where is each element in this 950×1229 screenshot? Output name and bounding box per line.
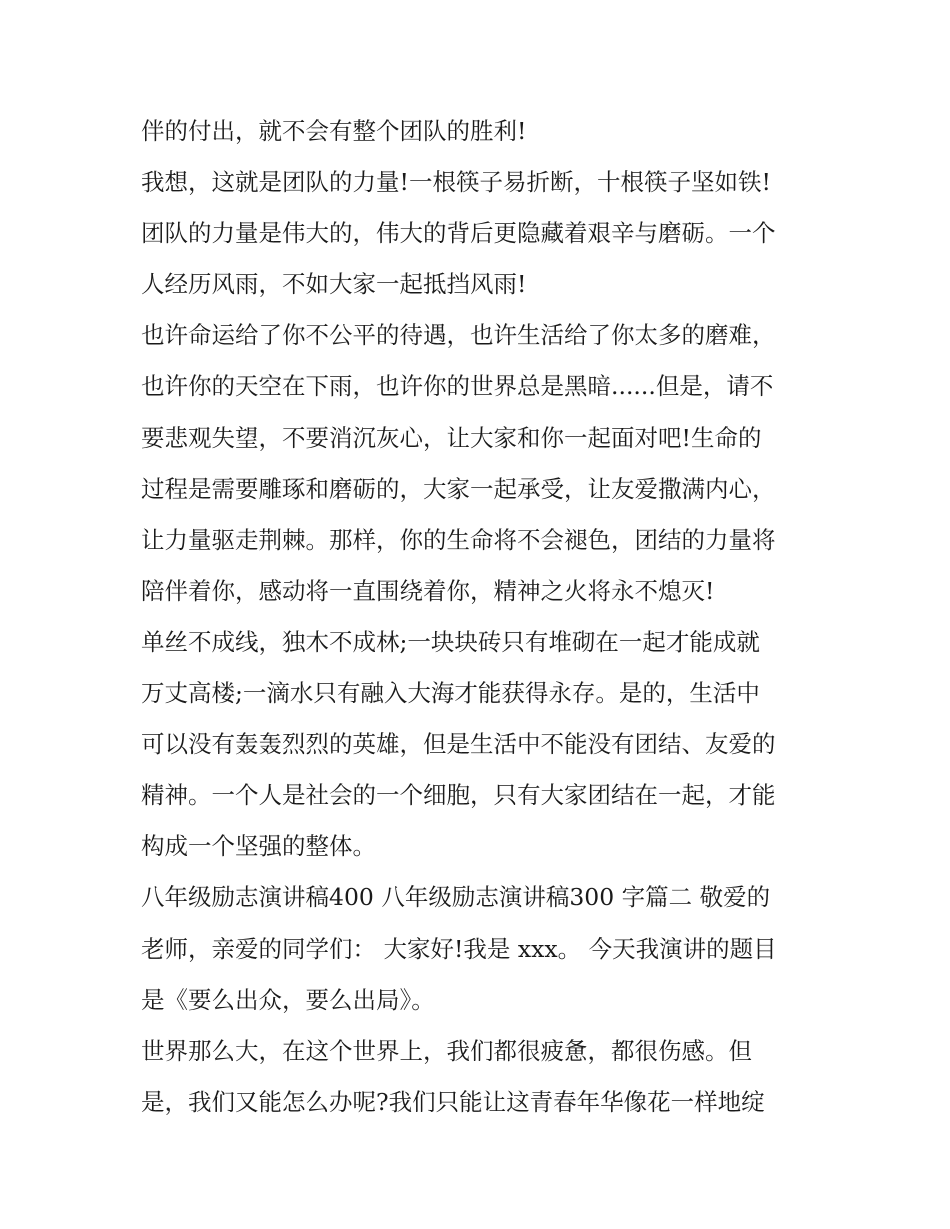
text-line: 单丝不成线，独木不成林;一块块砖只有堆砌在一起才能成就 [141, 627, 760, 656]
text-line: 精神。一个人是社会的一个细胞，只有大家团结在一起，才能 [141, 781, 776, 810]
text-line: 世界那么大，在这个世界上，我们都很疲惫，都很伤感。但 [141, 1036, 752, 1065]
text-line: 我想，这就是团队的力量!一根筷子易折断，十根筷子坚如铁! [141, 168, 771, 197]
text-line: 八年级励志演讲稿400 八年级励志演讲稿300 字篇二 敬爱的 [141, 883, 771, 912]
text-line: 也许你的天空在下雨，也许你的世界总是黑暗......但是，请不 [141, 372, 774, 401]
text-line: 伴的付出，就不会有整个团队的胜利! [141, 117, 527, 145]
text-line: 过程是需要雕琢和磨砺的，大家一起承受，让友爱撒满内心， [141, 474, 776, 503]
text-line: 人经历风雨，不如大家一起抵挡风雨! [141, 270, 527, 299]
text-line: 也许命运给了你不公平的待遇，也许生活给了你太多的磨难， [141, 321, 776, 350]
text-line: 可以没有轰轰烈烈的英雄，但是生活中不能没有团结、友爱的 [141, 730, 776, 759]
text-line: 要悲观失望，不要消沉灰心，让大家和你一起面对吧!生命的 [141, 423, 762, 452]
text-line: 陪伴着你，感动将一直围绕着你，精神之火将永不熄灭! [141, 576, 715, 605]
text-line: 老师，亲爱的同学们： 大家好!我是 xxx。 今天我演讲的题目 [141, 934, 777, 963]
body-text [141, 106, 821, 1128]
text-line: 万丈高楼;一滴水只有融入大海才能获得永存。是的，生活中 [141, 679, 760, 708]
text-line: 是《要么出众，要么出局》。 [141, 985, 435, 1014]
text-line: 让力量驱走荆棘。那样，你的生命将不会褪色，团结的力量将 [141, 525, 776, 554]
text-line: 构成一个坚强的整体。 [141, 832, 376, 861]
text-line: 团队的力量是伟大的，伟大的背后更隐藏着艰辛与磨砺。一个 [141, 219, 776, 248]
text-line: 是，我们又能怎么办呢?我们只能让这青春年华像花一样地绽 [141, 1087, 765, 1116]
